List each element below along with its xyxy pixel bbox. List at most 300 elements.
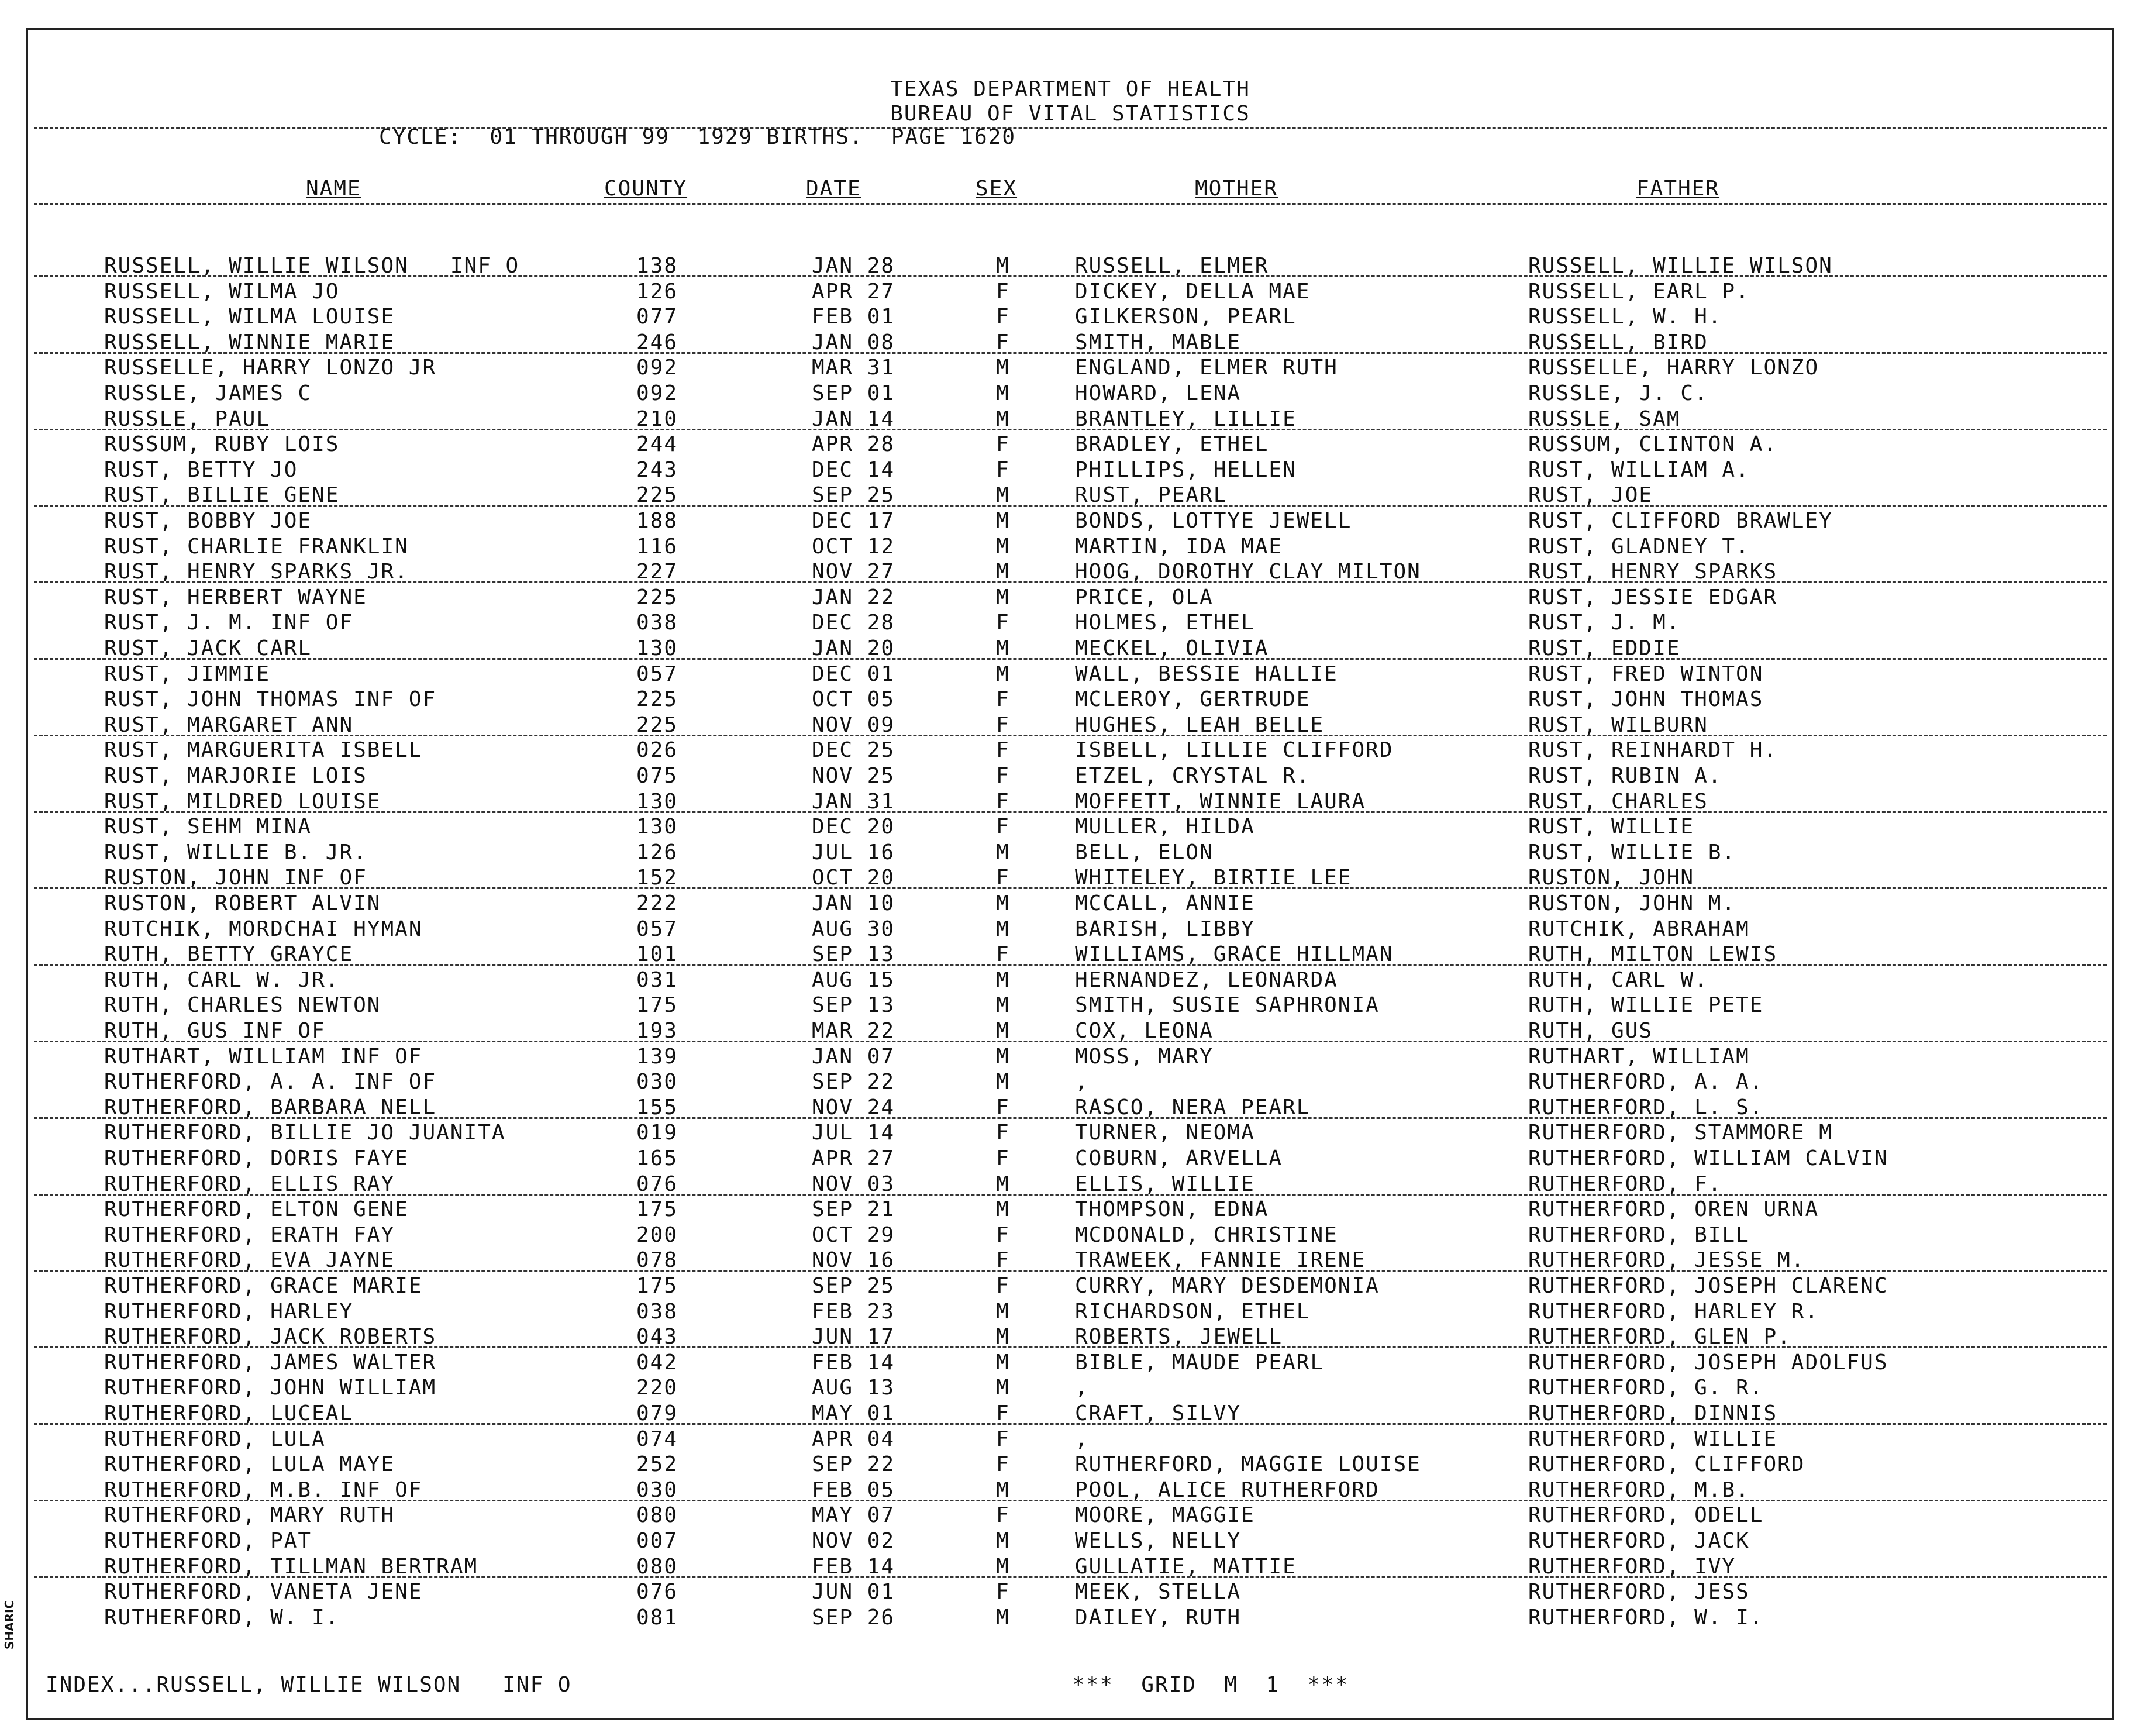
cell-name: RUSSLE, PAUL <box>104 407 271 431</box>
table-row <box>28 610 2112 635</box>
cell-date: DEC 14 <box>812 457 895 482</box>
row-group-rule <box>34 505 2107 507</box>
row-group-rule <box>34 352 2107 354</box>
cell-sex: F <box>996 1146 1010 1170</box>
cell-name: RUTCHIK, MORDCHAI HYMAN <box>104 917 423 941</box>
cell-mother: BARISH, LIBBY <box>1075 917 1255 941</box>
table-row <box>28 407 2112 432</box>
cell-sex: M <box>996 993 1010 1018</box>
row-group-rule <box>34 887 2107 889</box>
cell-name: RUSSUM, RUBY LOIS <box>104 432 340 457</box>
row-group-rule <box>34 658 2107 660</box>
cell-sex: M <box>996 636 1010 660</box>
cell-county: 074 <box>636 1427 678 1451</box>
table-row <box>28 917 2112 942</box>
cell-mother: PHILLIPS, HELLEN <box>1075 457 1297 482</box>
cell-county: 227 <box>636 560 678 584</box>
table-row <box>28 840 2112 865</box>
cell-county: 243 <box>636 457 678 482</box>
cell-county: 080 <box>636 1503 678 1528</box>
cell-date: OCT 05 <box>812 687 895 712</box>
table-row <box>28 432 2112 457</box>
cell-sex: F <box>996 1503 1010 1528</box>
cell-father: RUST, WILBURN <box>1528 712 1708 737</box>
cell-mother: HOOG, DOROTHY CLAY MILTON <box>1075 560 1421 584</box>
cell-father: RUST, JOHN THOMAS <box>1528 687 1764 712</box>
cell-name: RUTHERFORD, ELLIS RAY <box>104 1172 395 1196</box>
table-row <box>28 1528 2112 1554</box>
column-header-name: NAME <box>306 177 361 201</box>
cell-father: RUST, WILLIAM A. <box>1528 457 1750 482</box>
table-row <box>28 1222 2112 1248</box>
cell-father: RUTHERFORD, M.B. <box>1528 1477 1750 1502</box>
table-row <box>28 1477 2112 1503</box>
cell-sex: F <box>996 611 1010 635</box>
table-row <box>28 457 2112 483</box>
cell-date: JAN 31 <box>812 789 895 814</box>
cell-county: 130 <box>636 636 678 660</box>
column-header-county: COUNTY <box>604 177 688 201</box>
cell-county: 076 <box>636 1172 678 1196</box>
cell-father: RUSSLE, SAM <box>1528 407 1681 431</box>
cell-county: 175 <box>636 1274 678 1298</box>
cell-mother: WHITELEY, BIRTIE LEE <box>1075 866 1352 890</box>
cell-county: 130 <box>636 815 678 839</box>
cell-sex: M <box>996 662 1010 686</box>
cell-sex: M <box>996 1605 1010 1630</box>
row-group-rule <box>34 275 2107 277</box>
cell-sex: M <box>996 1554 1010 1579</box>
cell-mother: MOFFETT, WINNIE LAURA <box>1075 789 1366 814</box>
cell-father: RUTH, WILLIE PETE <box>1528 993 1764 1018</box>
bureau-title: BUREAU OF VITAL STATISTICS <box>890 102 1250 126</box>
cell-name: RUSSELL, WILMA LOUISE <box>104 305 395 329</box>
table-row <box>28 738 2112 763</box>
cell-date: NOV 09 <box>812 712 895 737</box>
cell-county: 077 <box>636 305 678 329</box>
cell-mother: CURRY, MARY DESDEMONIA <box>1075 1274 1380 1298</box>
table-row <box>28 1197 2112 1222</box>
cell-name: RUST, HENRY SPARKS JR. <box>104 560 409 584</box>
cell-mother: HERNANDEZ, LEONARDA <box>1075 967 1338 992</box>
cell-name: RUST, JIMMIE <box>104 662 271 686</box>
cell-name: RUTHERFORD, GRACE MARIE <box>104 1274 423 1298</box>
table-row <box>28 1273 2112 1298</box>
cell-name: RUTHERFORD, JOHN WILLIAM <box>104 1376 437 1400</box>
cell-date: DEC 28 <box>812 611 895 635</box>
column-header-rule <box>34 203 2107 205</box>
cell-mother: , <box>1075 1376 1089 1400</box>
cell-date: JAN 10 <box>812 891 895 915</box>
row-group-rule <box>34 1423 2107 1425</box>
cell-county: 038 <box>636 1299 678 1324</box>
cell-county: 081 <box>636 1605 678 1630</box>
cell-name: RUSSELLE, HARRY LONZO JR <box>104 356 437 380</box>
cell-county: 019 <box>636 1121 678 1145</box>
cell-county: 165 <box>636 1146 678 1170</box>
cell-date: JUL 14 <box>812 1121 895 1145</box>
cell-mother: HOWARD, LENA <box>1075 381 1242 405</box>
cell-mother: , <box>1075 1070 1089 1094</box>
cell-mother: RASCO, NERA PEARL <box>1075 1095 1311 1120</box>
cell-mother: CRAFT, SILVY <box>1075 1401 1242 1425</box>
cell-date: JUN 01 <box>812 1580 895 1604</box>
cell-mother: MULLER, HILDA <box>1075 815 1255 839</box>
cell-county: 080 <box>636 1554 678 1579</box>
cell-mother: ROBERTS, JEWELL <box>1075 1325 1283 1349</box>
cell-name: RUTH, GUS INF OF <box>104 1019 326 1043</box>
cell-name: RUTHERFORD, TILLMAN BERTRAM <box>104 1554 478 1579</box>
cell-sex: M <box>996 483 1010 508</box>
table-row <box>28 712 2112 738</box>
row-group-rule <box>34 1117 2107 1119</box>
cell-name: RUST, BETTY JO <box>104 457 298 482</box>
cell-name: RUST, JACK CARL <box>104 636 312 660</box>
table-row <box>28 789 2112 814</box>
cell-date: NOV 16 <box>812 1248 895 1273</box>
cell-county: 188 <box>636 509 678 533</box>
cell-sex: F <box>996 1452 1010 1477</box>
cell-date: NOV 25 <box>812 764 895 788</box>
cell-mother: BRANTLEY, LILLIE <box>1075 407 1297 431</box>
cell-name: RUTHERFORD, MARY RUTH <box>104 1503 395 1528</box>
record-page-frame <box>26 28 2114 1720</box>
cell-name: RUST, J. M. INF OF <box>104 611 354 635</box>
cell-name: RUST, WILLIE B. JR. <box>104 840 367 864</box>
cell-name: RUSTON, ROBERT ALVIN <box>104 891 381 915</box>
table-row <box>28 687 2112 712</box>
cell-sex: F <box>996 330 1010 354</box>
grid-footer: *** GRID M 1 *** <box>1072 1673 1349 1697</box>
cell-name: RUTHERFORD, LUCEAL <box>104 1401 354 1425</box>
cell-sex: F <box>996 738 1010 763</box>
cell-date: JAN 08 <box>812 330 895 354</box>
cell-sex: M <box>996 840 1010 864</box>
cell-sex: M <box>996 1070 1010 1094</box>
cell-sex: M <box>996 585 1010 609</box>
cell-name: RUTHERFORD, HARLEY <box>104 1299 354 1324</box>
cell-mother: , <box>1075 1427 1089 1451</box>
cell-date: FEB 01 <box>812 305 895 329</box>
cell-name: RUSSELL, WINNIE MARIE <box>104 330 395 354</box>
row-group-rule <box>34 1194 2107 1196</box>
cell-father: RUTHERFORD, OREN URNA <box>1528 1197 1819 1222</box>
cell-name: RUST, BOBBY JOE <box>104 509 312 533</box>
table-row <box>28 253 2112 278</box>
cell-date: FEB 14 <box>812 1554 895 1579</box>
cell-date: OCT 12 <box>812 534 895 559</box>
cell-father: RUTHERFORD, STAMMORE M <box>1528 1121 1833 1145</box>
cell-county: 075 <box>636 764 678 788</box>
cell-date: NOV 27 <box>812 560 895 584</box>
table-row <box>28 381 2112 406</box>
table-row <box>28 1248 2112 1273</box>
cell-name: RUTHERFORD, DORIS FAYE <box>104 1146 409 1170</box>
row-group-rule <box>34 1500 2107 1501</box>
cell-date: DEC 20 <box>812 815 895 839</box>
column-header-date: DATE <box>806 177 861 201</box>
cell-name: RUSSLE, JAMES C <box>104 381 312 405</box>
cell-date: AUG 30 <box>812 917 895 941</box>
cell-father: RUST, FRED WINTON <box>1528 662 1764 686</box>
cell-father: RUSSELL, WILLIE WILSON <box>1528 254 1833 278</box>
cell-sex: M <box>996 560 1010 584</box>
cell-date: MAR 22 <box>812 1019 895 1043</box>
cell-father: RUTH, MILTON LEWIS <box>1528 942 1778 967</box>
table-row <box>28 1324 2112 1349</box>
side-mark: SHARIC <box>2 1600 16 1649</box>
cell-name: RUTHERFORD, PAT <box>104 1529 312 1553</box>
table-row <box>28 1605 2112 1630</box>
cell-sex: M <box>996 254 1010 278</box>
cell-county: 246 <box>636 330 678 354</box>
cell-father: RUST, EDDIE <box>1528 636 1681 660</box>
cell-mother: ENGLAND, ELMER RUTH <box>1075 356 1338 380</box>
cell-sex: F <box>996 712 1010 737</box>
cell-date: NOV 24 <box>812 1095 895 1120</box>
cell-mother: BELL, ELON <box>1075 840 1214 864</box>
cell-mother: PRICE, OLA <box>1075 585 1214 609</box>
cell-name: RUTHERFORD, BILLIE JO JUANITA <box>104 1121 506 1145</box>
table-row <box>28 279 2112 304</box>
cell-mother: WELLS, NELLY <box>1075 1529 1242 1553</box>
cell-sex: M <box>996 1529 1010 1553</box>
cell-name: RUTHERFORD, ERATH FAY <box>104 1222 395 1247</box>
cell-county: 026 <box>636 738 678 763</box>
cell-father: RUST, WILLIE <box>1528 815 1695 839</box>
cell-father: RUTHERFORD, F. <box>1528 1172 1722 1196</box>
cell-date: APR 27 <box>812 1146 895 1170</box>
table-row <box>28 483 2112 508</box>
table-row <box>28 1172 2112 1197</box>
cell-county: 130 <box>636 789 678 814</box>
cell-name: RUTH, CHARLES NEWTON <box>104 993 381 1018</box>
cycle-line: CYCLE: 01 THROUGH 99 1929 BIRTHS. PAGE 1620 <box>379 125 1016 149</box>
cell-sex: F <box>996 789 1010 814</box>
cell-name: RUTHERFORD, BARBARA NELL <box>104 1095 437 1120</box>
cell-mother: TRAWEEK, FANNIE IRENE <box>1075 1248 1366 1273</box>
row-group-rule <box>34 964 2107 966</box>
cell-father: RUST, JESSIE EDGAR <box>1528 585 1778 609</box>
table-row <box>28 1350 2112 1375</box>
table-row <box>28 304 2112 329</box>
cell-name: RUSSELL, WILLIE WILSON INF O <box>104 254 520 278</box>
cell-father: RUSSELLE, HARRY LONZO <box>1528 356 1819 380</box>
cell-county: 225 <box>636 712 678 737</box>
cell-mother: RUTHERFORD, MAGGIE LOUISE <box>1075 1452 1421 1477</box>
cell-father: RUTHERFORD, L. S. <box>1528 1095 1764 1120</box>
cell-county: 225 <box>636 483 678 508</box>
cell-county: 043 <box>636 1325 678 1349</box>
cell-father: RUST, GLADNEY T. <box>1528 534 1750 559</box>
cell-father: RUSTON, JOHN M. <box>1528 891 1736 915</box>
cell-father: RUTHERFORD, CLIFFORD <box>1528 1452 1805 1477</box>
cell-sex: F <box>996 815 1010 839</box>
table-row <box>28 1095 2112 1120</box>
cell-father: RUTH, CARL W. <box>1528 967 1708 992</box>
cell-date: APR 27 <box>812 279 895 304</box>
cell-mother: MCDONALD, CHRISTINE <box>1075 1222 1338 1247</box>
cell-father: RUTHERFORD, HARLEY R. <box>1528 1299 1819 1324</box>
cell-name: RUTH, BETTY GRAYCE <box>104 942 354 967</box>
cell-father: RUSSELL, W. H. <box>1528 305 1722 329</box>
row-group-rule <box>34 735 2107 736</box>
cell-county: 175 <box>636 993 678 1018</box>
cell-name: RUTHERFORD, VANETA JENE <box>104 1580 423 1604</box>
table-row <box>28 942 2112 967</box>
table-row <box>28 763 2112 788</box>
cell-date: SEP 22 <box>812 1070 895 1094</box>
cell-sex: M <box>996 1019 1010 1043</box>
cell-father: RUSSLE, J. C. <box>1528 381 1708 405</box>
cell-date: SEP 13 <box>812 993 895 1018</box>
cell-sex: M <box>996 1197 1010 1222</box>
row-group-rule <box>34 1041 2107 1042</box>
cell-name: RUSTON, JOHN INF OF <box>104 866 367 890</box>
cell-father: RUTHERFORD, BILL <box>1528 1222 1750 1247</box>
table-row <box>28 585 2112 610</box>
table-row <box>28 662 2112 687</box>
cell-mother: MOORE, MAGGIE <box>1075 1503 1255 1528</box>
cell-mother: HOLMES, ETHEL <box>1075 611 1255 635</box>
column-header-sex: SEX <box>976 177 1018 201</box>
cell-father: RUTCHIK, ABRAHAM <box>1528 917 1750 941</box>
cell-sex: F <box>996 1095 1010 1120</box>
cell-mother: BONDS, LOTTYE JEWELL <box>1075 509 1352 533</box>
cell-mother: WALL, BESSIE HALLIE <box>1075 662 1338 686</box>
cell-date: SEP 26 <box>812 1605 895 1630</box>
cell-father: RUTHERFORD, W. I. <box>1528 1605 1764 1630</box>
cell-date: FEB 23 <box>812 1299 895 1324</box>
cell-date: SEP 25 <box>812 1274 895 1298</box>
table-row <box>28 330 2112 355</box>
cell-date: SEP 01 <box>812 381 895 405</box>
cell-sex: F <box>996 457 1010 482</box>
cell-father: RUST, J. M. <box>1528 611 1681 635</box>
cell-county: 030 <box>636 1477 678 1502</box>
cell-mother: POOL, ALICE RUTHERFORD <box>1075 1477 1380 1502</box>
cell-date: NOV 02 <box>812 1529 895 1553</box>
cell-father: RUSSELL, EARL P. <box>1528 279 1750 304</box>
cell-name: RUTH, CARL W. JR. <box>104 967 340 992</box>
cell-date: SEP 21 <box>812 1197 895 1222</box>
cell-sex: M <box>996 1299 1010 1324</box>
cell-county: 030 <box>636 1070 678 1094</box>
cell-father: RUTHERFORD, JOSEPH ADOLFUS <box>1528 1350 1888 1375</box>
cell-father: RUTHERFORD, JOSEPH CLARENC <box>1528 1274 1888 1298</box>
cell-sex: M <box>996 381 1010 405</box>
cell-county: 092 <box>636 381 678 405</box>
table-row <box>28 1375 2112 1400</box>
table-row <box>28 1554 2112 1579</box>
cell-sex: M <box>996 1350 1010 1375</box>
cell-county: 038 <box>636 611 678 635</box>
cell-father: RUTHERFORD, JESS <box>1528 1580 1750 1604</box>
cell-father: RUTHERFORD, JACK <box>1528 1529 1750 1553</box>
cell-date: SEP 13 <box>812 942 895 967</box>
cell-sex: F <box>996 1427 1010 1451</box>
cell-mother: MCCALL, ANNIE <box>1075 891 1255 915</box>
cell-date: JAN 28 <box>812 254 895 278</box>
row-group-rule <box>34 1270 2107 1272</box>
cell-sex: M <box>996 1477 1010 1502</box>
table-row <box>28 636 2112 661</box>
cell-date: JAN 07 <box>812 1044 895 1069</box>
table-row <box>28 1503 2112 1528</box>
cell-name: RUTHART, WILLIAM INF OF <box>104 1044 423 1069</box>
header-rule <box>34 127 2107 129</box>
table-row <box>28 967 2112 993</box>
column-header-father: FATHER <box>1636 177 1720 201</box>
cell-county: 138 <box>636 254 678 278</box>
cell-county: 057 <box>636 662 678 686</box>
cell-mother: ETZEL, CRYSTAL R. <box>1075 764 1311 788</box>
cell-date: APR 04 <box>812 1427 895 1451</box>
cell-date: MAY 07 <box>812 1503 895 1528</box>
cell-county: 193 <box>636 1019 678 1043</box>
cell-date: DEC 01 <box>812 662 895 686</box>
cell-sex: M <box>996 356 1010 380</box>
cell-mother: DICKEY, DELLA MAE <box>1075 279 1311 304</box>
cell-county: 252 <box>636 1452 678 1477</box>
cell-mother: MCLEROY, GERTRUDE <box>1075 687 1311 712</box>
cell-mother: SMITH, SUSIE SAPHRONIA <box>1075 993 1380 1018</box>
cell-sex: M <box>996 967 1010 992</box>
cell-name: RUST, BILLIE GENE <box>104 483 340 508</box>
cell-date: JUN 17 <box>812 1325 895 1349</box>
cell-sex: F <box>996 1121 1010 1145</box>
cell-father: RUSSUM, CLINTON A. <box>1528 432 1778 457</box>
cell-father: RUSTON, JOHN <box>1528 866 1695 890</box>
table-row <box>28 993 2112 1018</box>
table-row <box>28 559 2112 584</box>
cell-sex: F <box>996 432 1010 457</box>
cell-county: 126 <box>636 840 678 864</box>
cell-county: 225 <box>636 585 678 609</box>
cell-sex: F <box>996 1580 1010 1604</box>
table-row <box>28 534 2112 559</box>
cell-sex: M <box>996 534 1010 559</box>
cell-date: JAN 14 <box>812 407 895 431</box>
cell-father: RUTHERFORD, DINNIS <box>1528 1401 1778 1425</box>
cell-county: 079 <box>636 1401 678 1425</box>
cell-name: RUTHERFORD, JACK ROBERTS <box>104 1325 437 1349</box>
table-row <box>28 508 2112 533</box>
cell-name: RUTHERFORD, W. I. <box>104 1605 340 1630</box>
cell-county: 200 <box>636 1222 678 1247</box>
table-row <box>28 1120 2112 1145</box>
table-row <box>28 1579 2112 1604</box>
cell-county: 152 <box>636 866 678 890</box>
cell-father: RUST, CLIFFORD BRAWLEY <box>1528 509 1833 533</box>
cell-sex: M <box>996 407 1010 431</box>
cell-sex: F <box>996 866 1010 890</box>
cell-name: RUTHERFORD, LULA <box>104 1427 326 1451</box>
cell-mother: BRADLEY, ETHEL <box>1075 432 1269 457</box>
cell-father: RUST, HENRY SPARKS <box>1528 560 1778 584</box>
cell-name: RUST, MARGUERITA ISBELL <box>104 738 423 763</box>
cell-date: JUL 16 <box>812 840 895 864</box>
column-header-mother: MOTHER <box>1195 177 1278 201</box>
cell-county: 031 <box>636 967 678 992</box>
cell-county: 078 <box>636 1248 678 1273</box>
table-row <box>28 1452 2112 1477</box>
cell-sex: M <box>996 509 1010 533</box>
cell-father: RUST, WILLIE B. <box>1528 840 1736 864</box>
cell-date: OCT 29 <box>812 1222 895 1247</box>
cell-date: AUG 13 <box>812 1376 895 1400</box>
cell-father: RUTHERFORD, JESSE M. <box>1528 1248 1805 1273</box>
